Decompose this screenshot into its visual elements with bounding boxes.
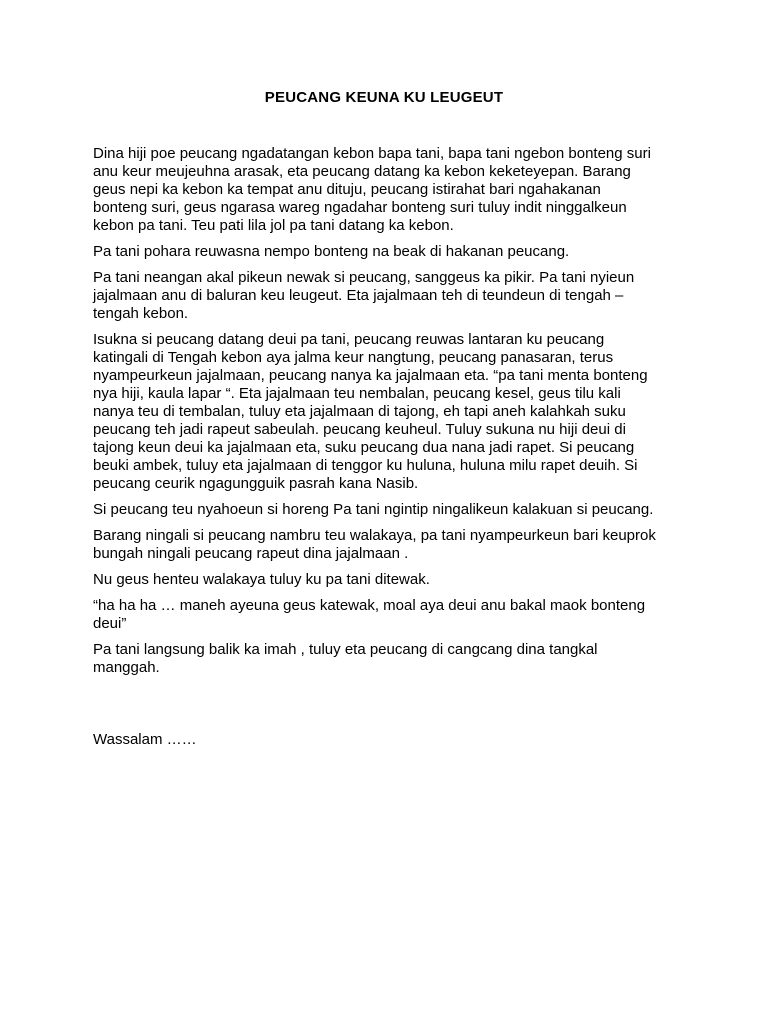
- paragraph: Pa tani pohara reuwasna nempo bonteng na beak di hakanan peucang.: [93, 243, 570, 260]
- paragraph: Barang ningali si peucang nambru teu walakaya, pa tani nyampeurkeun bari keuprok bungah ningali peucang rapeut dina jajalmaan .: [93, 527, 656, 562]
- document-title: PEUCANG KEUNA KU LEUGEUT: [264, 89, 504, 106]
- paragraph: Nu geus henteu walakaya tuluy ku pa tani ditewak.: [93, 571, 430, 588]
- paragraph: Dina hiji poe peucang ngadatangan kebon bapa tani, bapa tani ngebon bonteng suri anu keur meujeuhna arasak, eta peucang datang ka kebon keketeyepan. Barang geus nepi ka kebon ka tempat anu dituju, peucang istirahat bari ngahakanan bonteng suri, geus ngarasa wareg ngadahar bonteng suri tuluy indit ninggalkeun kebon pa tani. Teu pati lila jol pa tani datang ka kebon.: [93, 145, 651, 234]
- paragraph: Pa tani langsung balik ka imah , tuluy eta peucang di cangcang dina tangkal manggah.: [93, 641, 598, 676]
- paragraph: “ha ha ha … maneh ayeuna geus katewak, moal aya deui anu bakal maok bonteng deui”: [93, 597, 646, 632]
- paragraph: Pa tani neangan akal pikeun newak si peucang, sanggeus ka pikir. Pa tani nyieun jajalmaan anu di baluran keu leugeut. Eta jajalmaan teh di teundeun di tengah – tengah kebon.: [93, 269, 635, 322]
- paragraph: Si peucang teu nyahoeun si horeng Pa tani ngintip ningalikeun kalakuan si peucang.: [93, 501, 654, 518]
- document-body: [93, 145, 683, 685]
- paragraph: Isukna si peucang datang deui pa tani, peucang reuwas lantaran ku peucang katingali di Tengah kebon aya jalma keur nangtung, peucang panasaran, terus nyampeurkeun jajalmaan, peucang nanya ka jajalmaan eta. “pa tani menta bonteng nya hiji, kaula lapar “. Eta jajalmaan teu nembalan, peucang kesel, geus tilu kali nanya teu di tembalan, tuluy eta jajalmaan di tajong, eh tapi aneh kalahkah suku peucang teh jadi rapeut sabeulah. peucang keuheul. Tuluy sukuna nu hiji deui di tajong keun deui ka jajalmaan eta, suku peucang dua nana jadi rapet. Si peucang beuki ambek, tuluy eta jajalmaan di tenggor ku huluna, huluna milu rapet deuih. Si peucang ceurik ngagungguik pasrah kana Nasib.: [93, 331, 648, 492]
- closing-line: Wassalam ……: [93, 731, 197, 748]
